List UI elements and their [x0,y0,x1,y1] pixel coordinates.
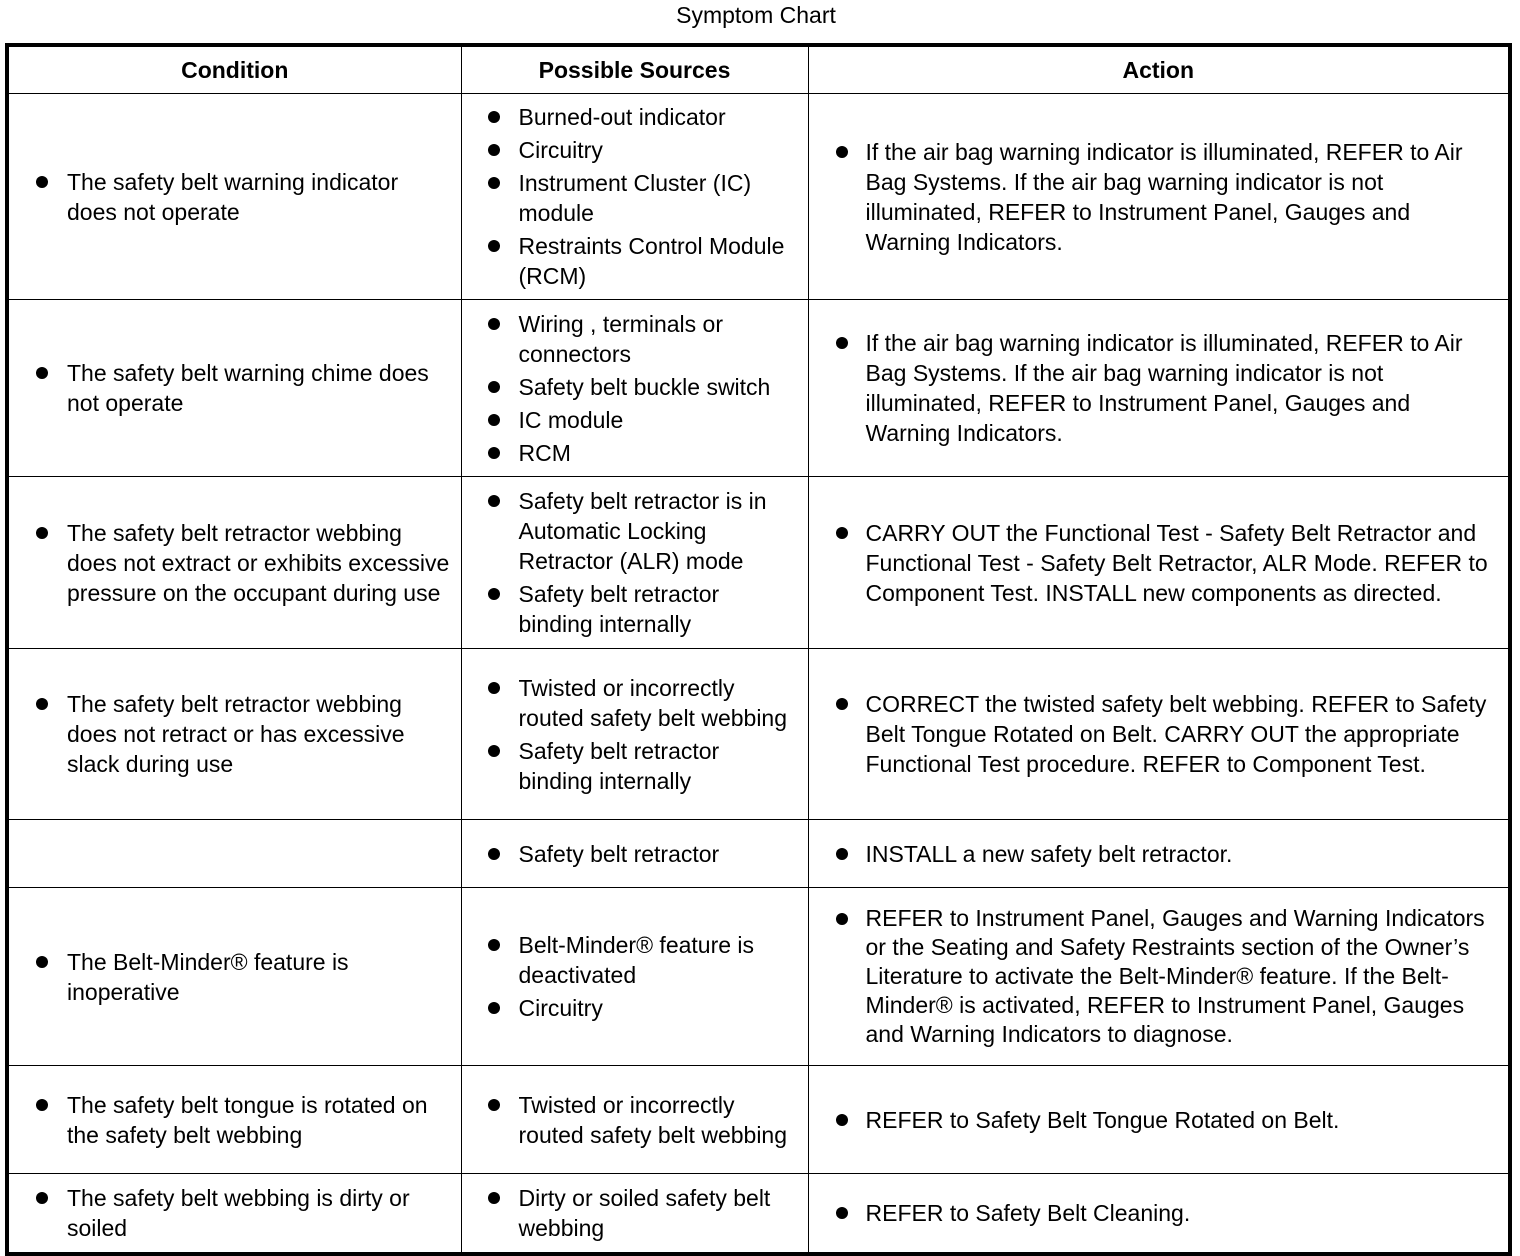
action-item-text: INSTALL a new safety belt retractor. [865,840,1233,867]
condition-item [9,518,461,608]
condition-item-text: The safety belt retractor webbing does not extract or exhibits excessive pressure on the occupant during use [67,519,450,606]
source-item [462,579,808,639]
bullet-icon [36,176,48,188]
sources-list [462,930,808,1023]
condition-item [9,1090,461,1150]
possible-sources-cell [461,477,808,649]
bullet-icon [488,111,500,123]
bullet-icon [36,956,48,968]
condition-item [9,358,461,418]
action-cell [808,649,1510,820]
condition-cell [7,477,461,649]
condition-list [9,689,461,779]
bullet-icon [488,939,500,951]
action-item [809,137,1509,257]
source-item [462,405,808,435]
condition-item-text: The safety belt warning chime does not operate [67,360,429,416]
action-list [809,904,1509,1049]
condition-list [9,518,461,608]
bullet-icon [488,495,500,507]
bullet-icon [36,698,48,710]
condition-cell [7,300,461,477]
table-row [7,1066,1510,1174]
condition-list [9,358,461,418]
header-condition: Condition [7,45,461,94]
source-item-text: Safety belt buckle switch [518,373,771,400]
source-item [462,1183,808,1243]
action-item [809,328,1509,448]
source-item [462,438,808,468]
bullet-icon [36,367,48,379]
action-item-text: If the air bag warning indicator is illuminated, REFER to Air Bag Systems. If the air bag warning indicator is not illuminated, REFER to Instrument Panel, Gauges and Warning Indicators. [865,138,1463,255]
condition-cell [7,1066,461,1174]
possible-sources-cell [461,1174,808,1255]
action-cell [808,477,1510,649]
bullet-icon [488,414,500,426]
action-list [809,1198,1509,1228]
action-list [809,689,1509,779]
action-cell [808,1174,1510,1255]
bullet-icon [36,1192,48,1204]
action-cell [808,820,1510,888]
condition-cell [7,94,461,300]
action-item [809,1105,1509,1135]
bullet-icon [836,1114,848,1126]
action-item [809,904,1509,1049]
bullet-icon [488,447,500,459]
condition-item [9,1183,461,1243]
source-item-text: Safety belt retractor is in Automatic Locking Retractor (ALR) mode [518,488,767,574]
condition-cell [7,649,461,820]
action-item [809,1198,1509,1228]
action-cell [808,94,1510,300]
source-item-text: Instrument Cluster (IC) module [518,170,752,226]
action-item [809,839,1509,869]
header-action: Action [808,45,1510,94]
action-item [809,689,1509,779]
condition-cell [7,820,461,888]
bullet-icon [836,1207,848,1219]
source-item-text: Safety belt retractor [518,840,720,867]
source-item [462,231,808,291]
bullet-icon [488,144,500,156]
source-item-text: Safety belt retractor binding internally [518,737,720,794]
bullet-icon [836,337,848,349]
bullet-icon [488,682,500,694]
bullet-icon [488,848,500,860]
sources-list [462,839,808,869]
source-item [462,1090,808,1150]
source-item [462,486,808,576]
action-item-text: CARRY OUT the Functional Test - Safety Belt Retractor and Functional Test - Safety Belt Retractor, ALR Mode. REFER to Component Test. INSTALL new components as directed. [865,519,1488,606]
bullet-icon [488,1099,500,1111]
possible-sources-cell [461,94,808,300]
bullet-icon [36,527,48,539]
source-item [462,168,808,228]
table-row [7,649,1510,820]
action-list [809,1105,1509,1135]
action-item-text: REFER to Instrument Panel, Gauges and Warning Indicators or the Seating and Safety Restraints section of the Owner’s Literature to activate the Belt-Minder® feature. If the Belt-Minder® is activated, REFER to Instrument Panel, Gauges and Warning Indicators to diagnose. [865,905,1485,1047]
possible-sources-cell [461,300,808,477]
source-item-text: Twisted or incorrectly routed safety belt webbing [518,1091,788,1148]
source-item-text: Restraints Control Module (RCM) [518,233,785,289]
possible-sources-cell [461,820,808,888]
action-item-text: CORRECT the twisted safety belt webbing. REFER to Safety Belt Tongue Rotated on Belt. CARRY OUT the appropriate Functional Test procedure. REFER to Component Test. [865,691,1487,777]
source-item-text: Wiring , terminals or connectors [518,310,723,367]
source-item-text: Safety belt retractor binding internally [518,581,720,637]
condition-item-text: The safety belt webbing is dirty or soiled [67,1185,410,1241]
action-item-text: REFER to Safety Belt Cleaning. [865,1200,1191,1226]
condition-item [9,167,461,227]
source-item-text: Belt-Minder® feature is deactivated [518,932,755,988]
header-row [7,45,1510,94]
source-item-text: Dirty or soiled safety belt webbing [518,1185,771,1241]
bullet-icon [488,1002,500,1014]
condition-item-text: The safety belt retractor webbing does not retract or has excessive slack during use [67,691,405,777]
source-item [462,309,808,369]
table-row [7,94,1510,300]
source-item [462,673,808,733]
source-item-text: Circuitry [518,995,603,1021]
table-row [7,477,1510,649]
condition-item-text: The Belt-Minder® feature is inoperative [67,948,349,1005]
sources-list [462,673,808,796]
bullet-icon [836,848,848,860]
condition-item [9,947,461,1007]
bullet-icon [836,698,848,710]
source-item-text: Burned-out indicator [518,104,726,130]
table-row [7,300,1510,477]
source-item [462,372,808,402]
condition-item [9,689,461,779]
source-item [462,839,808,869]
action-item-text: REFER to Safety Belt Tongue Rotated on Belt. [865,1106,1340,1133]
possible-sources-cell [461,1066,808,1174]
sources-list [462,309,808,468]
bullet-icon [488,318,500,330]
source-item-text: IC module [518,406,624,433]
action-cell [808,888,1510,1066]
condition-list [9,947,461,1007]
source-item [462,102,808,132]
condition-cell [7,888,461,1066]
table-row [7,1174,1510,1255]
bullet-icon [488,381,500,393]
condition-list [9,167,461,227]
table-row [7,820,1510,888]
action-list [809,518,1509,608]
sources-list [462,486,808,639]
symptom-table [5,43,1512,1256]
bullet-icon [36,1099,48,1111]
bullet-icon [836,527,848,539]
bullet-icon [836,146,848,158]
action-cell [808,1066,1510,1174]
action-item [809,518,1509,608]
action-list [809,137,1509,257]
source-item [462,736,808,796]
action-cell [808,300,1510,477]
condition-list [9,1090,461,1150]
source-item-text: Circuitry [518,137,603,163]
table-body [7,94,1510,1255]
bullet-icon [836,913,848,925]
condition-list [9,1183,461,1243]
chart-title: Symptom Chart [676,2,836,28]
action-list [809,328,1509,448]
sources-list [462,1090,808,1150]
condition-item-text: The safety belt tongue is rotated on the safety belt webbing [67,1091,428,1148]
sources-list [462,1183,808,1243]
source-item [462,930,808,990]
source-item-text: RCM [518,439,571,466]
source-item [462,993,808,1023]
bullet-icon [488,240,500,252]
source-item [462,135,808,165]
possible-sources-cell [461,888,808,1066]
condition-item-text: The safety belt warning indicator does not operate [67,168,399,225]
table-row [7,888,1510,1066]
bullet-icon [488,1192,500,1204]
bullet-icon [488,177,500,189]
bullet-icon [488,745,500,757]
bullet-icon [488,588,500,600]
action-item-text: If the air bag warning indicator is illuminated, REFER to Air Bag Systems. If the air bag warning indicator is not illuminated, REFER to Instrument Panel, Gauges and Warning Indicators. [865,330,1463,446]
condition-cell [7,1174,461,1255]
header-possible-sources: Possible Sources [461,45,808,94]
sources-list [462,102,808,291]
source-item-text: Twisted or incorrectly routed safety belt webbing [518,674,788,731]
action-list [809,839,1509,869]
possible-sources-cell [461,649,808,820]
